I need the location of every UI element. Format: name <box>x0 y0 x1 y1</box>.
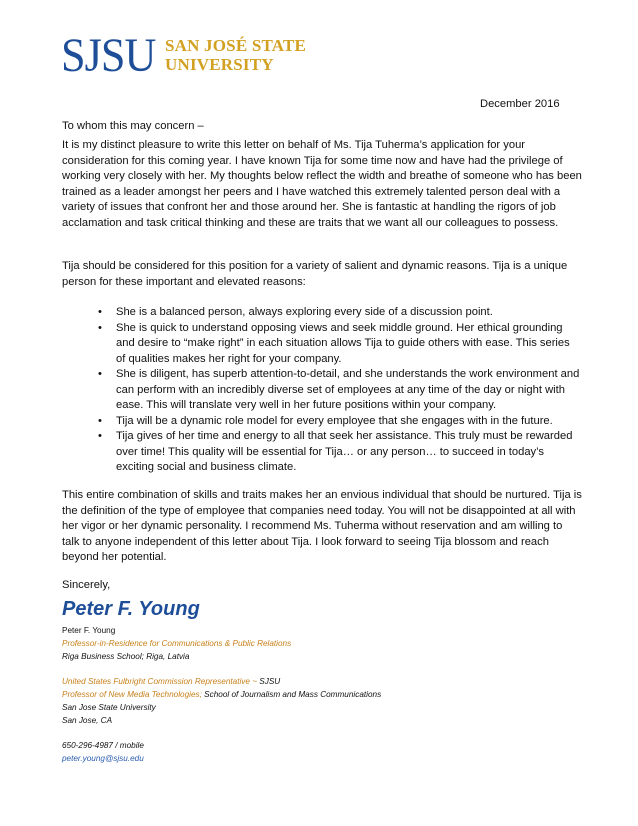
paragraph-3: This entire combination of skills and traits makes her an envious individual that should be nurtured. Tija is the definition of the type of employee that companies need today. You will not be disappointed at all with her vigor or her dynamic personality. I recommend Ms. Tuherma without reservation and am willing to talk to anyone independent of this letter about Tija. I look forward to seeing Tija blossom and reach beyond her potential. <box>62 489 582 563</box>
list-item <box>62 367 582 414</box>
list-item-text: She is diligent, has superb attention-to-detail, and she understands the work environment and can perform with an incredibly diverse set of employees at any time of the day or night with ease. This will translate very well in her future positions within your company. <box>116 368 580 411</box>
signer-location: San Jose, CA <box>62 716 113 725</box>
signature-script: Peter F. Young <box>62 598 200 620</box>
bullet-icon: • <box>98 414 102 427</box>
paragraph-1: It is my distinct pleasure to write this letter on behalf of Ms. Tija Tuherma’s application for your consideration for this coming year. I have known Tija for some time now and have had the privilege of working very closely with her. My thoughts below reflect the width and breathe of someone who has been trained as a leader amongst her peers and I have watched this extremely talented person deal with a variety of issues that confront her and those around her. She is fantastic at handling the rigors of job acclamation and task critical thinking and these are traits that we want all our colleagues to possess. <box>62 139 582 229</box>
letter-date: December 2016 <box>480 98 560 110</box>
signer-phone: 650-296-4987 / mobile <box>62 741 144 750</box>
signer-title-2-org: SJSU <box>259 677 281 686</box>
list-item-text: Tija will be a dynamic role model for every employee that she engages with in the future. <box>116 414 553 427</box>
signer-title-3: Professor of New Media Technologies; <box>62 690 205 699</box>
closing: Sincerely, <box>62 579 111 591</box>
list-item-text: Tija gives of her time and energy to all that seek her assistance. This truly must be rewarded over time! This quality will be essential for Tija… or any person… to succeed in today’s exciting social and business climate. <box>116 430 573 473</box>
signer-org-1: Riga Business School; Riga, Latvia <box>62 652 190 661</box>
signer-title-1: Professor-in-Residence for Communications & Public Relations <box>62 639 292 648</box>
salutation: To whom this may concern – <box>62 120 204 132</box>
logo-mark: SJSU <box>61 29 156 82</box>
list-item-text: She is a balanced person, always exploring every side of a discussion point. <box>116 306 493 318</box>
signer-title-2: United States Fulbright Commission Representative ~ <box>62 677 260 686</box>
list-item <box>62 429 582 476</box>
logo-line2: UNIVERSITY <box>165 55 274 74</box>
bullet-icon: • <box>98 368 102 380</box>
signer-title-3-org: School of Journalism and Mass Communications <box>204 690 382 699</box>
bullet-icon: • <box>98 430 102 442</box>
signer-university: San Jose State University <box>62 703 156 712</box>
logo-university-name <box>165 36 306 74</box>
signer-email-link[interactable]: peter.young@sjsu.edu <box>62 754 144 763</box>
list-item-text: She is quick to understand opposing views and seek middle ground. Her ethical grounding and desire to “make right” in each situation allows Tija to guide others with ease. This series of qualities makes her right for your company. <box>116 321 570 365</box>
paragraph-2: Tija should be considered for this position for a variety of salient and dynamic reasons. Tija is a unique person for these important and elevated reasons: <box>62 260 568 288</box>
list-item <box>62 321 582 368</box>
signer-title-3-line <box>62 688 582 701</box>
list-item <box>62 305 582 321</box>
qualities-list <box>62 305 582 476</box>
logo-line1: SAN JOSÉ STATE <box>165 36 307 55</box>
signer-name: Peter F. Young <box>62 626 116 635</box>
bullet-icon: • <box>98 321 102 334</box>
list-item <box>62 414 582 430</box>
signer-title-2-line <box>62 675 582 688</box>
bullet-icon: • <box>98 306 102 318</box>
